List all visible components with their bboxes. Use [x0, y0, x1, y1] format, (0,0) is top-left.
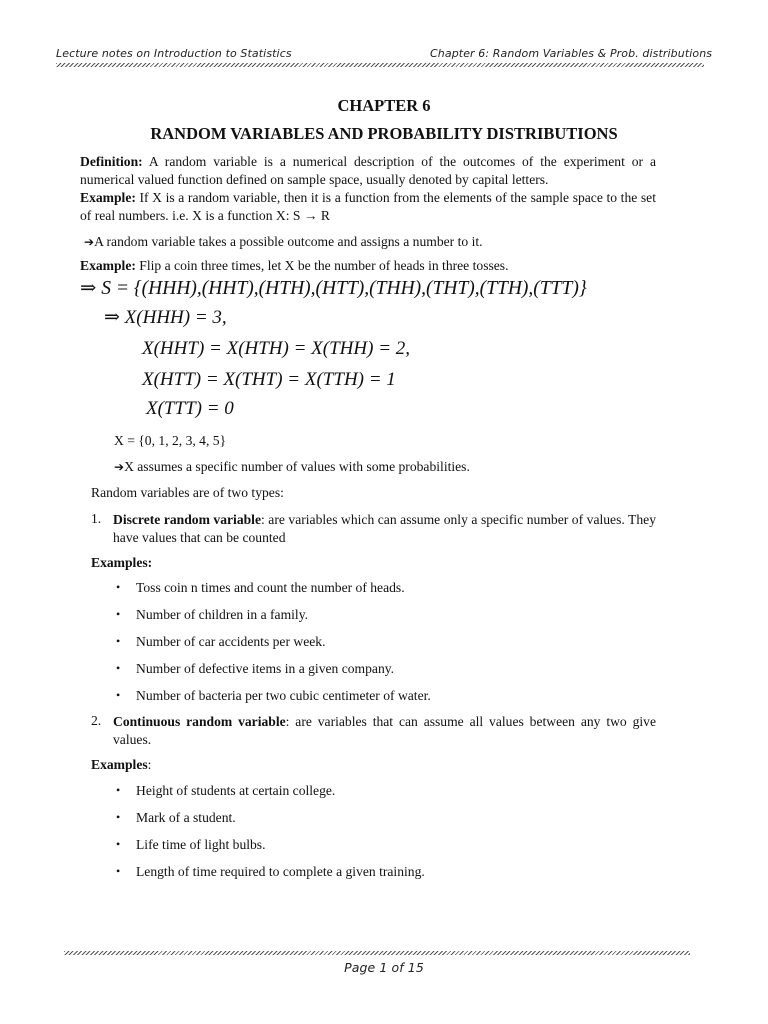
continuous-label: Continuous random variable — [113, 714, 286, 729]
header-left: Lecture notes on Introduction to Statistics — [56, 47, 292, 60]
continuous-examples-label-text: Examples — [91, 757, 148, 772]
list-item: Length of time required to complete a given training. — [136, 864, 425, 879]
continuous-number: 2. — [91, 713, 102, 728]
list-item: Number of defective items in a given company. — [136, 661, 395, 676]
bullet-icon: • — [116, 783, 121, 797]
x-set: X = {0, 1, 2, 3, 4, 5} — [114, 433, 227, 448]
arrow-note-1-text: A random variable takes a possible outcome and assigns a number to it. — [94, 234, 483, 249]
types-intro: Random variables are of two types: — [91, 485, 284, 500]
example2-label: Example: — [80, 258, 136, 273]
example1-text: If X is a random variable, then it is a function from the elements of the sample space to the set of real numbers. i.e. X is a function X: S → R — [80, 190, 656, 223]
example1-label: Example: — [80, 190, 136, 205]
bullet-icon: • — [116, 810, 121, 824]
continuous-definition — [113, 713, 656, 749]
definition-label: Definition: — [80, 154, 143, 169]
equation-line-3: X(HTT) = X(THT) = X(TTH) = 1 — [142, 369, 396, 390]
continuous-text: : are variables that can assume all values between any two give values. — [113, 714, 656, 747]
discrete-examples-label: Examples: — [91, 555, 153, 570]
list-item: Number of car accidents per week. — [136, 634, 326, 649]
page-number: Page 1 of 15 — [344, 960, 424, 975]
header-rule — [56, 63, 704, 67]
list-item: Number of children in a family. — [136, 607, 309, 622]
bullet-icon: • — [116, 580, 121, 594]
bullet-icon: • — [116, 607, 121, 621]
bullet-icon: • — [116, 837, 121, 851]
chapter-title: RANDOM VARIABLES AND PROBABILITY DISTRIBUTIONS — [150, 124, 618, 143]
continuous-examples-label — [91, 757, 151, 773]
continuous-examples-colon: : — [147, 757, 152, 772]
sample-space-equation: ⇒ S = {(HHH),(HHT),(HTH),(HTT),(THH),(THT),(TTH),(TTT)} — [80, 278, 587, 299]
discrete-definition — [113, 511, 656, 547]
list-item: Height of students at certain college. — [136, 783, 336, 798]
example2-line — [80, 258, 509, 274]
list-item: Life time of light bulbs. — [136, 837, 266, 852]
bullet-icon: • — [116, 688, 121, 702]
bullet-icon: • — [116, 634, 121, 648]
list-item: Mark of a student. — [136, 810, 236, 825]
discrete-number: 1. — [91, 511, 102, 526]
arrow-note-2-text: X assumes a specific number of values with some probabilities. — [124, 459, 470, 474]
bullet-icon: • — [116, 661, 121, 675]
arrow-icon: ➔ — [84, 235, 95, 249]
arrow-note-2 — [114, 459, 470, 475]
list-item: Number of bacteria per two cubic centimeter of water. — [136, 688, 431, 703]
bullet-icon: • — [116, 864, 121, 878]
footer-rule — [64, 951, 690, 955]
arrow-icon: ➔ — [114, 460, 125, 474]
definition-paragraph — [80, 153, 656, 225]
equation-line-2: X(HHT) = X(HTH) = X(THH) = 2, — [142, 338, 411, 359]
arrow-note-1 — [84, 234, 483, 250]
discrete-label: Discrete random variable — [113, 512, 261, 527]
definition-text: A random variable is a numerical description of the outcomes of the experiment or a numerical valued function defined on sample space, usually denoted by capital letters. — [80, 154, 656, 187]
example2-text: Flip a coin three times, let X be the number of heads in three tosses. — [135, 258, 509, 273]
header-right: Chapter 6: Random Variables & Prob. distributions — [430, 47, 713, 60]
equation-line-1: ⇒ X(HHH) = 3, — [104, 307, 227, 328]
equation-line-4: X(TTT) = 0 — [146, 398, 234, 419]
chapter-heading: CHAPTER 6 — [337, 96, 431, 115]
list-item: Toss coin n times and count the number of heads. — [136, 580, 405, 595]
discrete-text: : are variables which can assume only a specific number of values. They have values that can be counted — [113, 512, 656, 545]
